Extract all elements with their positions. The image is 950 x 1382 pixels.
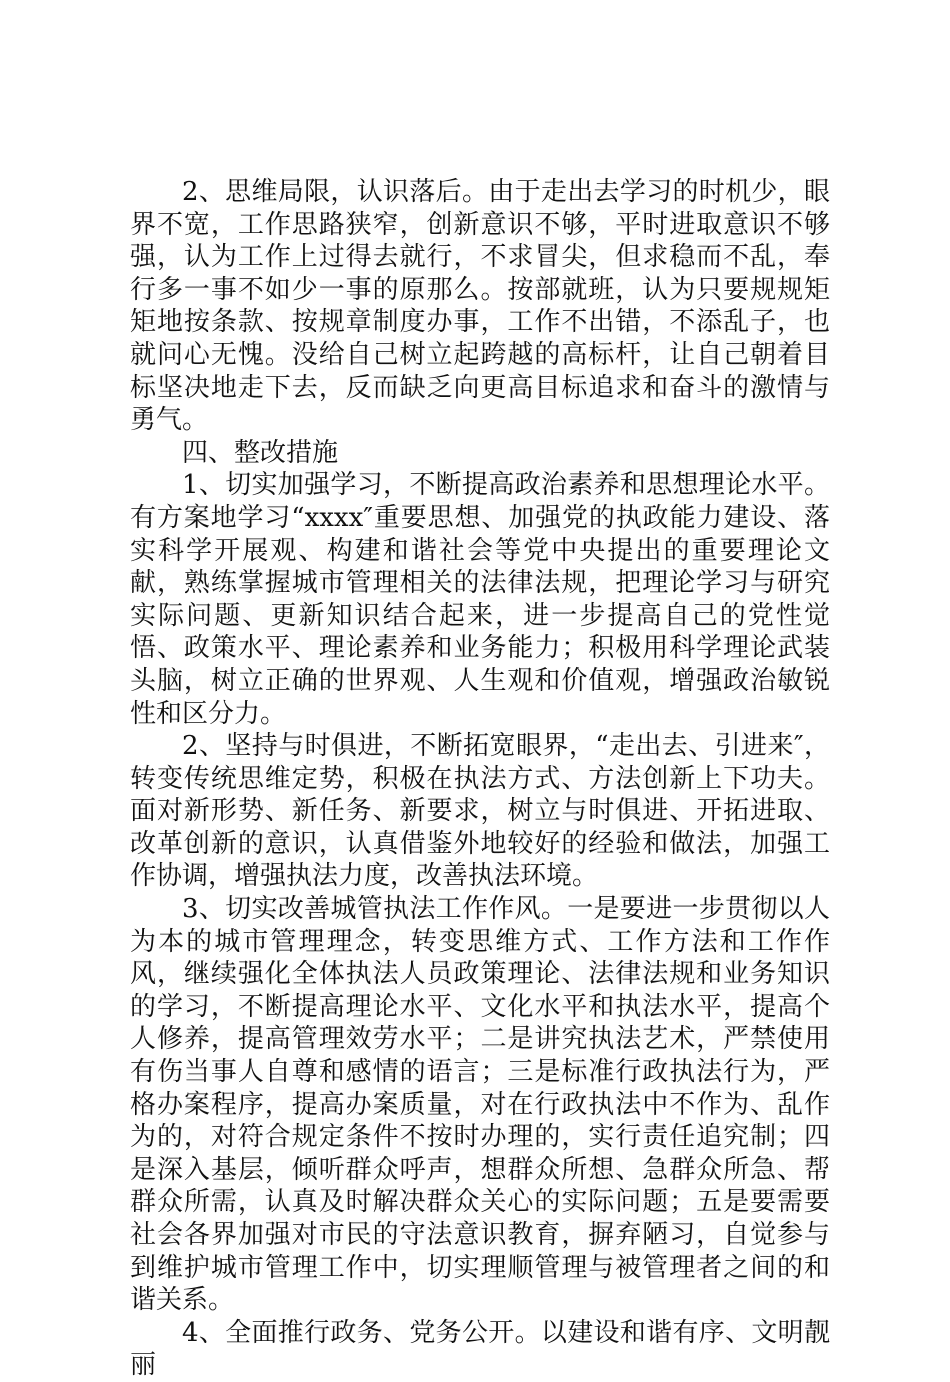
section-heading-rectification-measures: 四、整改措施: [182, 437, 339, 468]
paragraph-thinking-limitations: 2、思维局限，认识落后。由于走出去学习的时机少，眼界不宽，工作思路狭窄，创新意识不够，平时进取意识不够强，认为工作上过得去就行，不求冒尖，但求稳而不乱，奉行多一事不如少一事的原那么。按部就班，认为只要规规矩矩地按条款、按规章制度办事，工作不出错，不添乱子，也就问心无愧。没给自己树立起跨越的高标杆，让自己朝着目标坚决地走下去，反而缺乏向更高目标追求和奋斗的激情与勇气。: [130, 177, 830, 436]
paragraph-open-government-affairs: 4、全面推行政务、党务公开。以建设和谐有序、文明靓丽: [130, 1317, 830, 1381]
document-body: [130, 176, 830, 1382]
paragraph-improve-work-style: 3、切实改善城管执法工作作风。一是要进一步贯彻以人为本的城市管理理念，转变思维方式、工作方法和工作作风，继续强化全体执法人员政策理论、法律法规和业务知识的学习，不断提高理论水平、文化水平和执法水平，提高个人修养，提高管理效劳水平；二是讲究执法艺术，严禁使用有伤当事人自尊和感情的语言；三是标准行政执法行为，严格办案程序，提高办案质量，对在行政执法中不作为、乱作为的，对符合规定条件不按时办理的，实行责任追究制；四是深入基层，倾听群众呼声，想群众所想、急群众所急、帮群众所需，认真及时解决群众关心的实际问题；五是要需要社会各界加强对市民的守法意识教育，摒弃陋习，自觉参与到维护城市管理工作中，切实理顺管理与被管理者之间的和谐关系。: [130, 894, 830, 1316]
paragraph-keep-pace-with-times: 2、坚持与时俱进，不断拓宽眼界，“走出去、引进来″，转变传统思维定势，积极在执法方式、方法创新上下功夫。面对新形势、新任务、新要求，树立与时俱进、开拓进取、改革创新的意识，认真借鉴外地较好的经验和做法，加强工作协调，增强执法力度，改善执法环境。: [130, 731, 830, 892]
paragraph-strengthen-study: 1、切实加强学习，不断提高政治素养和思想理论水平。有方案地学习“xxxx″重要思想、加强党的执政能力建设、落实科学开展观、构建和谐社会等党中央提出的重要理论文献，熟练掌握城市管理相关的法律法规，把理论学习与研究实际问题、更新知识结合起来，进一步提高自己的党性觉悟、政策水平、理论素养和业务能力；积极用科学理论武装头脑，树立正确的世界观、人生观和价值观，增强政治敏锐性和区分力。: [130, 470, 830, 729]
